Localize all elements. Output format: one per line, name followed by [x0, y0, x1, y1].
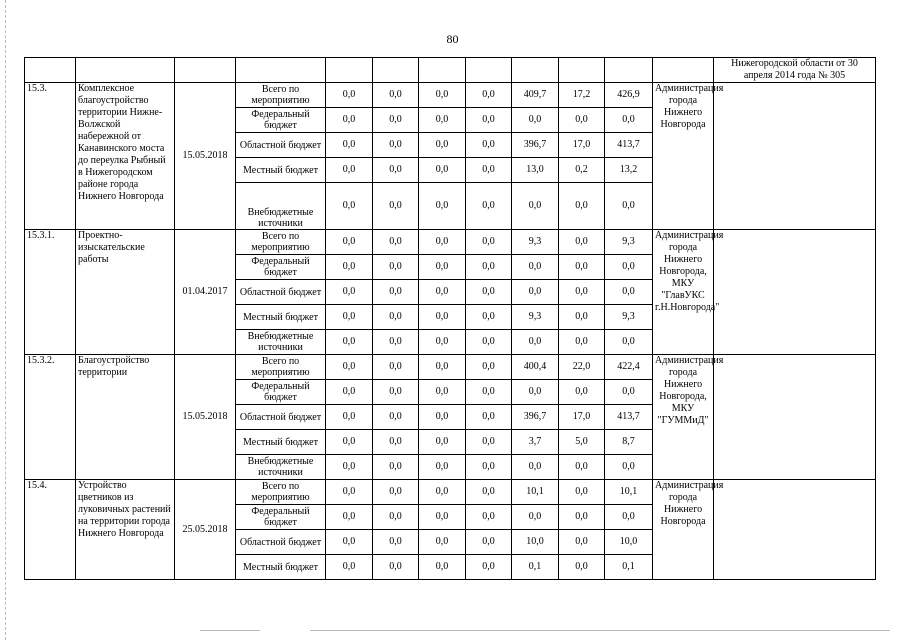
header-cell — [175, 58, 236, 83]
value-cell: 9,3 — [605, 305, 653, 330]
value-cell: 0,0 — [559, 108, 605, 133]
section-name: Комплексное благоустройство территории Нижне-Волжской набережной от Канавинского моста до переулка Рыбный в Нижегородском районе города Нижнего Новгорода — [76, 83, 175, 230]
value-cell: 0,0 — [605, 380, 653, 405]
value-cell: 0,0 — [419, 505, 466, 530]
value-cell: 0,0 — [419, 480, 466, 505]
value-cell: 0,0 — [326, 355, 373, 380]
header-cell — [653, 58, 714, 83]
section-code: 15.3.1. — [25, 230, 76, 355]
value-cell: 0,0 — [419, 183, 466, 230]
section-executor: Администрация города Нижнего Новгорода, МКУ "ГУММиД" — [653, 355, 714, 480]
value-cell: 0,0 — [373, 305, 419, 330]
value-cell: 0,0 — [326, 280, 373, 305]
funding-source: Всего по мероприятию — [236, 83, 326, 108]
value-cell: 10,1 — [512, 480, 559, 505]
funding-source: Областной бюджет — [236, 405, 326, 430]
value-cell: 0,0 — [419, 230, 466, 255]
value-cell: 0,0 — [326, 330, 373, 355]
value-cell: 0,0 — [373, 455, 419, 480]
value-cell: 0,0 — [466, 355, 512, 380]
value-cell: 0,0 — [512, 330, 559, 355]
value-cell: 0,0 — [466, 230, 512, 255]
section-executor: Администрация города Нижнего Новгорода — [653, 480, 714, 580]
value-cell: 0,0 — [559, 280, 605, 305]
value-cell: 0,0 — [605, 280, 653, 305]
value-cell: 422,4 — [605, 355, 653, 380]
value-cell: 0,0 — [605, 183, 653, 230]
value-cell: 0,0 — [326, 83, 373, 108]
value-cell: 0,0 — [419, 133, 466, 158]
value-cell: 0,0 — [559, 555, 605, 580]
value-cell: 0,0 — [512, 183, 559, 230]
header-note: Нижегородской области от 30 апреля 2014 года № 305 — [714, 58, 876, 83]
value-cell: 0,0 — [466, 255, 512, 280]
value-cell: 0,0 — [326, 530, 373, 555]
header-cell — [466, 58, 512, 83]
value-cell: 0,0 — [373, 83, 419, 108]
value-cell: 0,0 — [326, 108, 373, 133]
value-cell: 0,0 — [419, 280, 466, 305]
value-cell: 0,0 — [326, 158, 373, 183]
value-cell: 0,0 — [466, 330, 512, 355]
section-note — [714, 480, 876, 580]
value-cell: 0,0 — [466, 305, 512, 330]
value-cell: 22,0 — [559, 355, 605, 380]
value-cell: 0,0 — [326, 230, 373, 255]
funding-source: Всего по мероприятию — [236, 480, 326, 505]
value-cell: 0,0 — [605, 330, 653, 355]
value-cell: 0,0 — [326, 555, 373, 580]
value-cell: 9,3 — [512, 305, 559, 330]
value-cell: 9,3 — [605, 230, 653, 255]
header-cell — [76, 58, 175, 83]
value-cell: 0,0 — [326, 405, 373, 430]
value-cell: 0,0 — [419, 455, 466, 480]
section-date: 01.04.2017 — [175, 230, 236, 355]
value-cell: 400,4 — [512, 355, 559, 380]
section-note — [714, 83, 876, 230]
value-cell: 0,0 — [373, 280, 419, 305]
funding-source: Внебюджетные источники — [236, 330, 326, 355]
value-cell: 0,0 — [373, 330, 419, 355]
value-cell: 0,0 — [512, 455, 559, 480]
header-cell — [512, 58, 559, 83]
value-cell: 0,0 — [605, 108, 653, 133]
value-cell: 0,0 — [605, 255, 653, 280]
value-cell: 0,0 — [466, 108, 512, 133]
value-cell: 0,0 — [512, 380, 559, 405]
value-cell: 0,0 — [559, 505, 605, 530]
value-cell: 0,0 — [373, 355, 419, 380]
value-cell: 0,0 — [466, 380, 512, 405]
funding-source: Всего по мероприятию — [236, 230, 326, 255]
value-cell: 396,7 — [512, 133, 559, 158]
header-cell — [605, 58, 653, 83]
value-cell: 0,0 — [326, 480, 373, 505]
header-cell — [326, 58, 373, 83]
section-code: 15.3. — [25, 83, 76, 230]
value-cell: 0,0 — [326, 430, 373, 455]
value-cell: 0,0 — [373, 133, 419, 158]
value-cell: 0,1 — [605, 555, 653, 580]
value-cell: 10,0 — [605, 530, 653, 555]
value-cell: 0,0 — [373, 480, 419, 505]
value-cell: 0,0 — [512, 280, 559, 305]
value-cell: 0,0 — [326, 255, 373, 280]
value-cell: 0,0 — [559, 183, 605, 230]
section-name: Благоустройство территории — [76, 355, 175, 480]
funding-source: Федеральный бюджет — [236, 255, 326, 280]
value-cell: 0,0 — [373, 505, 419, 530]
value-cell: 0,0 — [559, 230, 605, 255]
section-code: 15.3.2. — [25, 355, 76, 480]
page-number: 80 — [446, 32, 459, 46]
value-cell: 0,0 — [326, 455, 373, 480]
value-cell: 10,0 — [512, 530, 559, 555]
section-name: Проектно-изыскательские работы — [76, 230, 175, 355]
scan-artifact — [310, 630, 890, 631]
value-cell: 0,0 — [373, 255, 419, 280]
value-cell: 0,0 — [326, 183, 373, 230]
value-cell: 0,0 — [466, 405, 512, 430]
section-executor: Администрация города Нижнего Новгорода, МКУ "ГлавУКС г.Н.Новгорода" — [653, 230, 714, 355]
value-cell: 17,2 — [559, 83, 605, 108]
value-cell: 0,0 — [466, 280, 512, 305]
value-cell: 0,0 — [373, 108, 419, 133]
value-cell: 0,0 — [373, 183, 419, 230]
value-cell: 0,0 — [559, 255, 605, 280]
value-cell: 0,0 — [326, 133, 373, 158]
funding-source: Всего по мероприятию — [236, 355, 326, 380]
table-row — [25, 230, 876, 255]
value-cell: 0,0 — [559, 455, 605, 480]
value-cell: 10,1 — [605, 480, 653, 505]
header-cell — [559, 58, 605, 83]
value-cell: 0,0 — [373, 530, 419, 555]
value-cell: 0,0 — [419, 83, 466, 108]
funding-source: Федеральный бюджет — [236, 505, 326, 530]
funding-source: Местный бюджет — [236, 555, 326, 580]
funding-source: Местный бюджет — [236, 305, 326, 330]
header-row — [25, 58, 876, 83]
value-cell: 0,0 — [605, 505, 653, 530]
section-date: 15.05.2018 — [175, 355, 236, 480]
value-cell: 0,0 — [466, 555, 512, 580]
value-cell: 0,0 — [466, 83, 512, 108]
value-cell: 0,0 — [419, 405, 466, 430]
value-cell: 0,0 — [512, 255, 559, 280]
funding-source: Федеральный бюджет — [236, 108, 326, 133]
value-cell: 0,0 — [419, 108, 466, 133]
value-cell: 0,0 — [466, 430, 512, 455]
value-cell: 0,0 — [419, 158, 466, 183]
scan-left-edge — [5, 0, 6, 640]
value-cell: 0,0 — [419, 530, 466, 555]
value-cell: 13,2 — [605, 158, 653, 183]
value-cell: 0,0 — [559, 530, 605, 555]
header-cell — [419, 58, 466, 83]
value-cell: 0,0 — [373, 380, 419, 405]
value-cell: 0,0 — [605, 455, 653, 480]
funding-source: Областной бюджет — [236, 133, 326, 158]
value-cell: 396,7 — [512, 405, 559, 430]
value-cell: 0,0 — [419, 355, 466, 380]
value-cell: 17,0 — [559, 405, 605, 430]
header-cell — [236, 58, 326, 83]
funding-source: Внебюджетные источники — [236, 183, 326, 230]
funding-source: Местный бюджет — [236, 158, 326, 183]
section-name: Устройство цветников из луковичных растений на территории города Нижнего Новгорода — [76, 480, 175, 580]
value-cell: 0,0 — [559, 330, 605, 355]
value-cell: 426,9 — [605, 83, 653, 108]
section-date: 15.05.2018 — [175, 83, 236, 230]
section-note — [714, 230, 876, 355]
value-cell: 0,0 — [326, 305, 373, 330]
value-cell: 0,0 — [419, 430, 466, 455]
value-cell: 0,0 — [326, 505, 373, 530]
table-row — [25, 480, 876, 505]
funding-source: Внебюджетные источники — [236, 455, 326, 480]
funding-source: Областной бюджет — [236, 280, 326, 305]
funding-source: Федеральный бюджет — [236, 380, 326, 405]
section-date: 25.05.2018 — [175, 480, 236, 580]
table-row — [25, 355, 876, 380]
section-executor: Администрация города Нижнего Новгорода — [653, 83, 714, 230]
value-cell: 0,0 — [373, 405, 419, 430]
value-cell: 0,0 — [419, 555, 466, 580]
value-cell: 0,0 — [419, 305, 466, 330]
value-cell: 0,1 — [512, 555, 559, 580]
header-cell — [373, 58, 419, 83]
value-cell: 0,0 — [419, 255, 466, 280]
value-cell: 0,0 — [466, 530, 512, 555]
funding-source: Местный бюджет — [236, 430, 326, 455]
section-note — [714, 355, 876, 480]
value-cell: 0,0 — [466, 158, 512, 183]
value-cell: 0,0 — [466, 183, 512, 230]
table-row — [25, 83, 876, 108]
budget-table — [24, 57, 876, 580]
funding-source: Областной бюджет — [236, 530, 326, 555]
value-cell: 409,7 — [512, 83, 559, 108]
value-cell: 0,0 — [512, 108, 559, 133]
value-cell: 5,0 — [559, 430, 605, 455]
scan-artifact — [200, 630, 260, 631]
value-cell: 0,0 — [373, 230, 419, 255]
value-cell: 413,7 — [605, 405, 653, 430]
value-cell: 0,0 — [512, 505, 559, 530]
value-cell: 0,0 — [559, 480, 605, 505]
value-cell: 8,7 — [605, 430, 653, 455]
value-cell: 0,0 — [373, 158, 419, 183]
value-cell: 0,0 — [466, 505, 512, 530]
value-cell: 0,0 — [466, 455, 512, 480]
value-cell: 0,0 — [559, 305, 605, 330]
value-cell: 0,0 — [559, 380, 605, 405]
value-cell: 0,0 — [419, 330, 466, 355]
value-cell: 413,7 — [605, 133, 653, 158]
value-cell: 17,0 — [559, 133, 605, 158]
value-cell: 0,0 — [373, 555, 419, 580]
header-cell — [25, 58, 76, 83]
value-cell: 0,2 — [559, 158, 605, 183]
value-cell: 13,0 — [512, 158, 559, 183]
value-cell: 0,0 — [419, 380, 466, 405]
value-cell: 0,0 — [466, 480, 512, 505]
section-code: 15.4. — [25, 480, 76, 580]
value-cell: 0,0 — [326, 380, 373, 405]
value-cell: 0,0 — [466, 133, 512, 158]
value-cell: 3,7 — [512, 430, 559, 455]
value-cell: 0,0 — [373, 430, 419, 455]
value-cell: 9,3 — [512, 230, 559, 255]
